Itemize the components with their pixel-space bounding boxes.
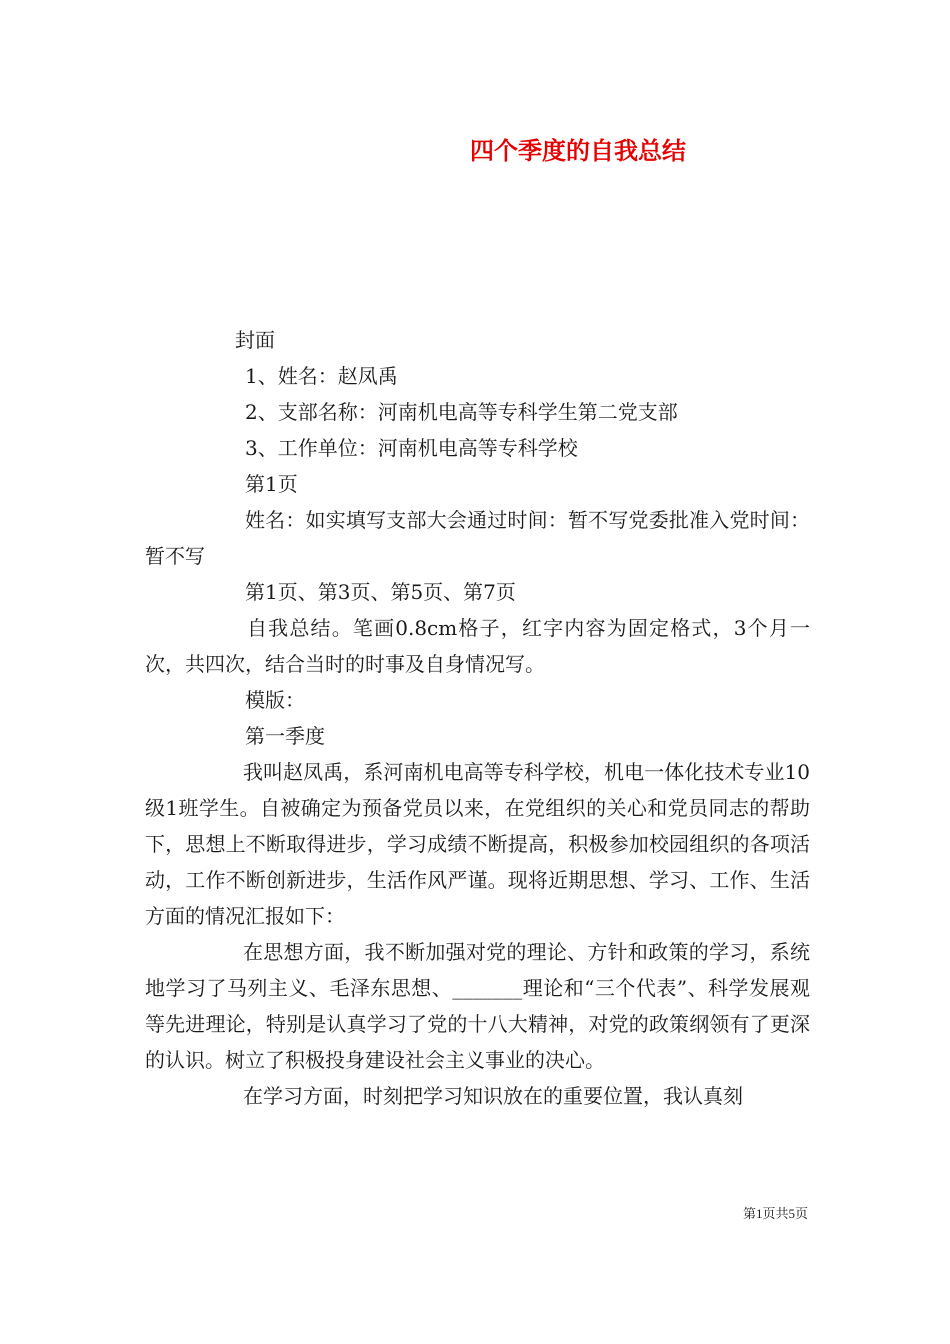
document-title: 四个季度的自我总结 (470, 136, 686, 165)
paragraph-thought: 在思想方面，我不断加强对党的理论、方针和政策的学习，系统地学习了马列主义、毛泽东思想、_______理论和“三个代表”、科学发展观等先进理论，特别是认真学习了党的十八大精神，对党的政策纲领有了更深的认识。树立了积极投身建设社会主义事业的决心。 (145, 940, 810, 1072)
quarter-label: 第一季度 (245, 724, 325, 748)
cover-item-branch: 2、支部名称：河南机电高等专科学生第二党支部 (245, 400, 678, 424)
cover-item-unit: 3、工作单位：河南机电高等专科学校 (245, 436, 578, 460)
pages-list: 第1页、第3页、第5页、第7页 (245, 580, 516, 604)
page1-label: 第1页 (245, 472, 298, 496)
document-body (145, 322, 810, 1114)
summary-description: 自我总结。笔画0.8cm格子，红字内容为固定格式，3个月一次，共四次，结合当时的时事及自身情况写。 (145, 616, 810, 676)
cover-label: 封面 (235, 328, 275, 352)
template-label: 模版： (245, 688, 305, 712)
page-footer (0, 1203, 808, 1222)
paragraph-study: 在学习方面，时刻把学习知识放在的重要位置，我认真刻 (243, 1084, 743, 1108)
page1-description: 姓名：如实填写支部大会通过时间：暂不写党委批准入党时间：暂不写 (145, 508, 810, 568)
page-indicator: 第1页共5页 (742, 1206, 808, 1221)
cover-item-name: 1、姓名：赵凤禹 (245, 364, 398, 388)
paragraph-intro: 我叫赵凤禹，系河南机电高等专科学校，机电一体化技术专业10级1班学生。自被确定为预备党员以来，在党组织的关心和党员同志的帮助下，思想上不断取得进步，学习成绩不断提高，积极参加校园组织的各项活动，工作不断创新进步，生活作风严谨。现将近期思想、学习、工作、生活方面的情况汇报如下： (145, 760, 810, 928)
